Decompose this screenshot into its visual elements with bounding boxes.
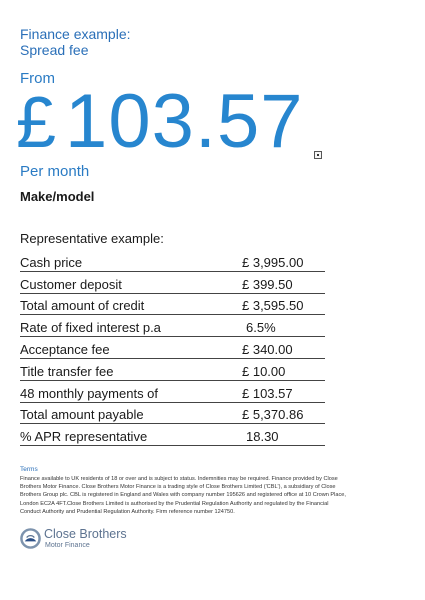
logo-name: Close Brothers [44, 527, 127, 541]
finance-table [20, 250, 325, 446]
row-label: Cash price [20, 254, 83, 270]
monthly-price [16, 80, 304, 165]
row-label: % APR representative [20, 429, 148, 445]
close-brothers-logo [20, 528, 127, 550]
row-value: £ 3,995.00 [242, 254, 304, 270]
terms-text: Finance available to UK residents of 18 or over and is subject to status. Indemnities may be required. Finance provided by Close Brothers Motor Finance. Close Brothers Motor Finance is a trading style of Close Brothers Limited ('CBL'), a subsidiary of Close Brothers Group plc. CBL is registered in England and Wales with company number 195626 and registered office at 10 Crown Place, London EC2A 4FT.Close Brothers Limited is authorised by the Prudential Regulation Authority and regulated by the Financial Conduct Authority and Prudential Regulation Authority. Firm reference number 124750. [20, 476, 346, 515]
table-row [20, 250, 325, 272]
table-row [20, 315, 325, 337]
price-amount: 103.57 [65, 79, 304, 164]
table-row [20, 272, 325, 294]
row-label: 48 monthly payments of [20, 385, 159, 401]
close-brothers-logo-icon [20, 528, 41, 549]
finance-title-line1: Finance example: [20, 26, 131, 42]
table-row [20, 294, 325, 316]
row-label: Acceptance fee [20, 341, 110, 357]
table-row [20, 337, 325, 359]
row-label: Total amount payable [20, 407, 144, 423]
price-currency: £ [16, 83, 58, 163]
row-value: £ 103.57 [242, 385, 293, 401]
per-month-label: Per month [20, 163, 90, 180]
row-label: Title transfer fee [20, 363, 114, 379]
terms-heading: Terms [20, 466, 38, 473]
row-value: £ 340.00 [242, 341, 293, 357]
finance-title [20, 26, 131, 58]
row-label: Rate of fixed interest p.a [20, 320, 161, 336]
row-label: Total amount of credit [20, 298, 145, 314]
table-row [20, 403, 325, 425]
logo-subtitle: Motor Finance [45, 542, 90, 549]
row-value: £ 3,595.50 [242, 298, 304, 314]
scan-marker-icon [314, 151, 322, 159]
row-label: Customer deposit [20, 276, 122, 292]
row-value: 6.5% [246, 320, 276, 336]
row-value: 18.30 [246, 429, 279, 445]
table-row [20, 381, 325, 403]
make-model-heading: Make/model [20, 189, 95, 204]
finance-title-line2: Spread fee [20, 42, 89, 58]
table-row [20, 359, 325, 381]
table-row [20, 424, 325, 446]
row-value: £ 10.00 [242, 363, 286, 379]
from-label: From [20, 70, 55, 87]
row-value: £ 399.50 [242, 276, 293, 292]
row-value: £ 5,370.86 [242, 407, 304, 423]
representative-example-label: Representative example: [20, 231, 164, 246]
